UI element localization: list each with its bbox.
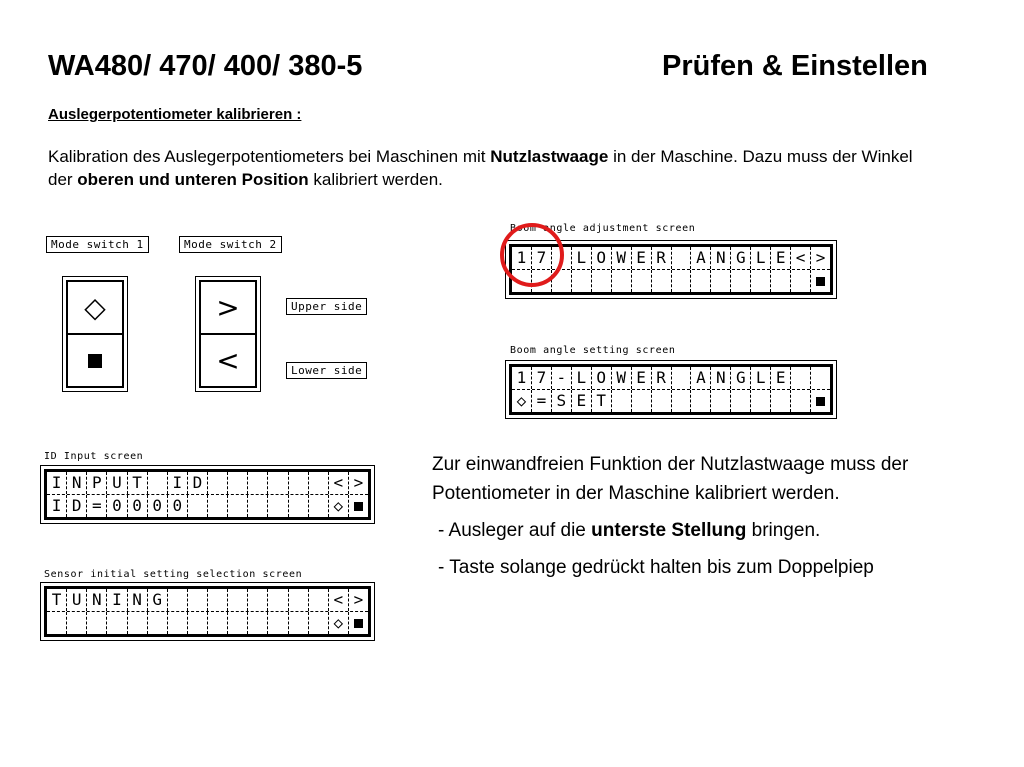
setting-screen-label: Boom angle setting screen (510, 345, 676, 356)
setting-screen (505, 360, 837, 419)
lcd-cell: ◇ (328, 612, 348, 634)
lcd-cell: < (328, 472, 348, 494)
mode-switch-2-label: Mode switch 2 (179, 236, 282, 253)
lcd-cell (247, 589, 267, 611)
square-icon[interactable] (68, 333, 122, 386)
lcd-cell (750, 270, 770, 292)
square-icon (348, 612, 368, 634)
lcd-cell (267, 589, 287, 611)
step-bold: unterste Stellung (591, 520, 747, 541)
lcd-cell: N (710, 367, 730, 389)
lcd-cell (750, 390, 770, 412)
lower-side-label: Lower side (286, 362, 367, 379)
lcd-cell (770, 270, 790, 292)
lcd-cell (591, 270, 611, 292)
lcd-cell (267, 472, 287, 494)
lcd-cell: N (710, 247, 730, 269)
mode-switch-1[interactable] (62, 276, 128, 392)
lcd-cell: E (631, 247, 651, 269)
mode-switch-1-label: Mode switch 1 (46, 236, 149, 253)
lcd-cell: N (86, 589, 106, 611)
lcd-cell: E (571, 390, 591, 412)
lcd-cell: D (66, 495, 86, 517)
lcd-cell (308, 612, 328, 634)
intro-text: kalibriert werden. (308, 170, 443, 189)
tuning-screen-label: Sensor initial setting selection screen (44, 569, 303, 580)
id-input-screen (40, 465, 375, 524)
lcd-cell (247, 495, 267, 517)
lcd-cell (167, 612, 187, 634)
lcd-cell: 1 (516, 368, 527, 387)
lcd-cell (288, 612, 308, 634)
lcd-cell (710, 270, 730, 292)
page-title: WA480/ 470/ 400/ 380-5 (48, 50, 363, 82)
lcd-cell (187, 495, 207, 517)
lcd-cell (227, 589, 247, 611)
square-icon (348, 495, 368, 517)
lcd-cell (651, 270, 671, 292)
lcd-cell (671, 270, 691, 292)
lcd-cell (790, 270, 810, 292)
intro-bold: Nutzlastwaage (490, 147, 609, 166)
lcd-cell (267, 495, 287, 517)
lcd-cell (167, 589, 187, 611)
lcd-row (512, 269, 830, 292)
lcd-cell: D (187, 472, 207, 494)
lcd-cell: S (551, 390, 571, 412)
lcd-cell: U (106, 472, 126, 494)
lcd-cell: A (690, 247, 710, 269)
lcd-row (47, 589, 368, 611)
upper-side-label: Upper side (286, 298, 367, 315)
intro-text: Kalibration des Auslegerpotentiometers bei Maschinen mit (48, 147, 491, 166)
lcd-cell (308, 495, 328, 517)
instruction-step-2: - Taste solange gedrückt halten bis zum Doppelpiep (438, 557, 874, 578)
lcd-cell (730, 390, 750, 412)
lcd-cell: L (750, 247, 770, 269)
lcd-cell: G (730, 247, 750, 269)
lcd-cell (770, 390, 790, 412)
intro-bold: oberen und unteren Position (77, 170, 309, 189)
lcd-cell: > (348, 472, 368, 494)
lcd-cell (227, 472, 247, 494)
lcd-cell (671, 247, 691, 269)
highlight-circle (500, 223, 564, 287)
lcd-cell: = (86, 495, 106, 517)
lcd-cell (47, 612, 66, 634)
lcd-cell: = (531, 390, 551, 412)
lcd-cell: E (770, 247, 790, 269)
instructions (432, 450, 992, 582)
lcd-cell (790, 367, 810, 389)
lcd-row (47, 472, 368, 494)
lcd-cell: W (611, 367, 631, 389)
lcd-cell (267, 612, 287, 634)
lcd-cell: < (328, 589, 348, 611)
lcd-cell: G (730, 367, 750, 389)
lcd-cell: ◇ (516, 391, 527, 410)
lcd-cell (288, 472, 308, 494)
lcd-cell (147, 472, 167, 494)
lcd-cell (66, 612, 86, 634)
lcd-cell: ◇ (328, 495, 348, 517)
lcd-cell: R (651, 247, 671, 269)
lcd-cell: G (147, 589, 167, 611)
lcd-cell: A (690, 367, 710, 389)
lcd-cell: 0 (147, 495, 167, 517)
lcd-cell (207, 495, 227, 517)
lcd-cell (611, 270, 631, 292)
square-icon (810, 390, 830, 412)
lcd-row (47, 494, 368, 517)
lcd-cell: L (571, 247, 591, 269)
lcd-cell: < (790, 247, 810, 269)
lcd-cell (187, 589, 207, 611)
lcd-cell (147, 612, 167, 634)
section-title: Prüfen & Einstellen (662, 50, 928, 82)
lcd-cell (308, 589, 328, 611)
lcd-cell (810, 367, 830, 389)
intro-paragraph (48, 145, 928, 191)
step-text: bringen. (746, 520, 821, 541)
lcd-cell (631, 270, 651, 292)
lcd-cell: 1 (516, 248, 527, 267)
lcd-cell (730, 270, 750, 292)
lcd-cell: > (348, 589, 368, 611)
lcd-cell (690, 390, 710, 412)
lcd-cell: 7 (531, 247, 551, 269)
greater-than-icon[interactable]: > (216, 291, 240, 324)
lcd-cell: E (631, 367, 651, 389)
lcd-cell (207, 612, 227, 634)
lcd-cell: N (66, 472, 86, 494)
lcd-cell: 0 (127, 495, 147, 517)
intro-text: in der Maschine. Dazu muss der Winkel der (48, 147, 913, 189)
lcd-cell: 7 (531, 367, 551, 389)
lcd-cell: I (167, 472, 187, 494)
lcd-cell (671, 390, 691, 412)
lcd-cell (288, 589, 308, 611)
lcd-cell (710, 390, 730, 412)
lcd-cell (227, 495, 247, 517)
lcd-cell: U (66, 589, 86, 611)
lcd-cell: > (810, 247, 830, 269)
less-than-icon[interactable]: < (201, 333, 255, 386)
lcd-cell (671, 367, 691, 389)
lcd-cell: O (591, 247, 611, 269)
lcd-cell: P (86, 472, 106, 494)
lcd-row (512, 389, 830, 412)
lcd-cell: E (770, 367, 790, 389)
lcd-cell (288, 495, 308, 517)
lcd-cell (611, 390, 631, 412)
lcd-cell (187, 612, 207, 634)
lcd-cell: N (127, 589, 147, 611)
id-screen-label: ID Input screen (44, 451, 144, 462)
lcd-cell: T (591, 390, 611, 412)
mode-switch-2[interactable] (195, 276, 261, 392)
lcd-cell (631, 390, 651, 412)
lcd-cell (106, 612, 126, 634)
sensor-setting-screen (40, 582, 375, 641)
lcd-cell (207, 589, 227, 611)
lcd-cell (227, 612, 247, 634)
lcd-cell: W (611, 247, 631, 269)
lcd-cell: I (51, 473, 62, 492)
lcd-cell: - (551, 367, 571, 389)
lcd-cell: R (651, 367, 671, 389)
lcd-cell: O (591, 367, 611, 389)
step-text: - Ausleger auf die (438, 520, 592, 541)
square-icon (810, 270, 830, 292)
lcd-cell (571, 270, 591, 292)
lcd-cell: I (51, 496, 62, 515)
lcd-cell (127, 612, 147, 634)
lcd-cell: T (51, 590, 62, 609)
lcd-cell: 0 (106, 495, 126, 517)
adjustment-screen-label: Boom angle adjustment screen (510, 223, 696, 234)
subtitle: Auslegerpotentiometer kalibrieren : (48, 106, 302, 123)
instruction-intro: Zur einwandfreien Funktion der Nutzlastwaage muss der Potentiometer in der Maschine kalibriert werden. (432, 454, 909, 504)
lcd-cell (247, 612, 267, 634)
lcd-cell (207, 472, 227, 494)
lcd-cell (308, 472, 328, 494)
lcd-cell (651, 390, 671, 412)
lcd-cell: L (571, 367, 591, 389)
diamond-icon[interactable]: ◇ (84, 291, 106, 324)
lcd-cell (790, 390, 810, 412)
lcd-cell: 0 (167, 495, 187, 517)
lcd-row (47, 611, 368, 634)
lcd-cell (86, 612, 106, 634)
instruction-step-1 (432, 516, 992, 545)
lcd-row (512, 367, 830, 389)
lcd-cell: T (127, 472, 147, 494)
lcd-cell (690, 270, 710, 292)
lcd-cell: I (106, 589, 126, 611)
lcd-cell: L (750, 367, 770, 389)
lcd-cell (247, 472, 267, 494)
